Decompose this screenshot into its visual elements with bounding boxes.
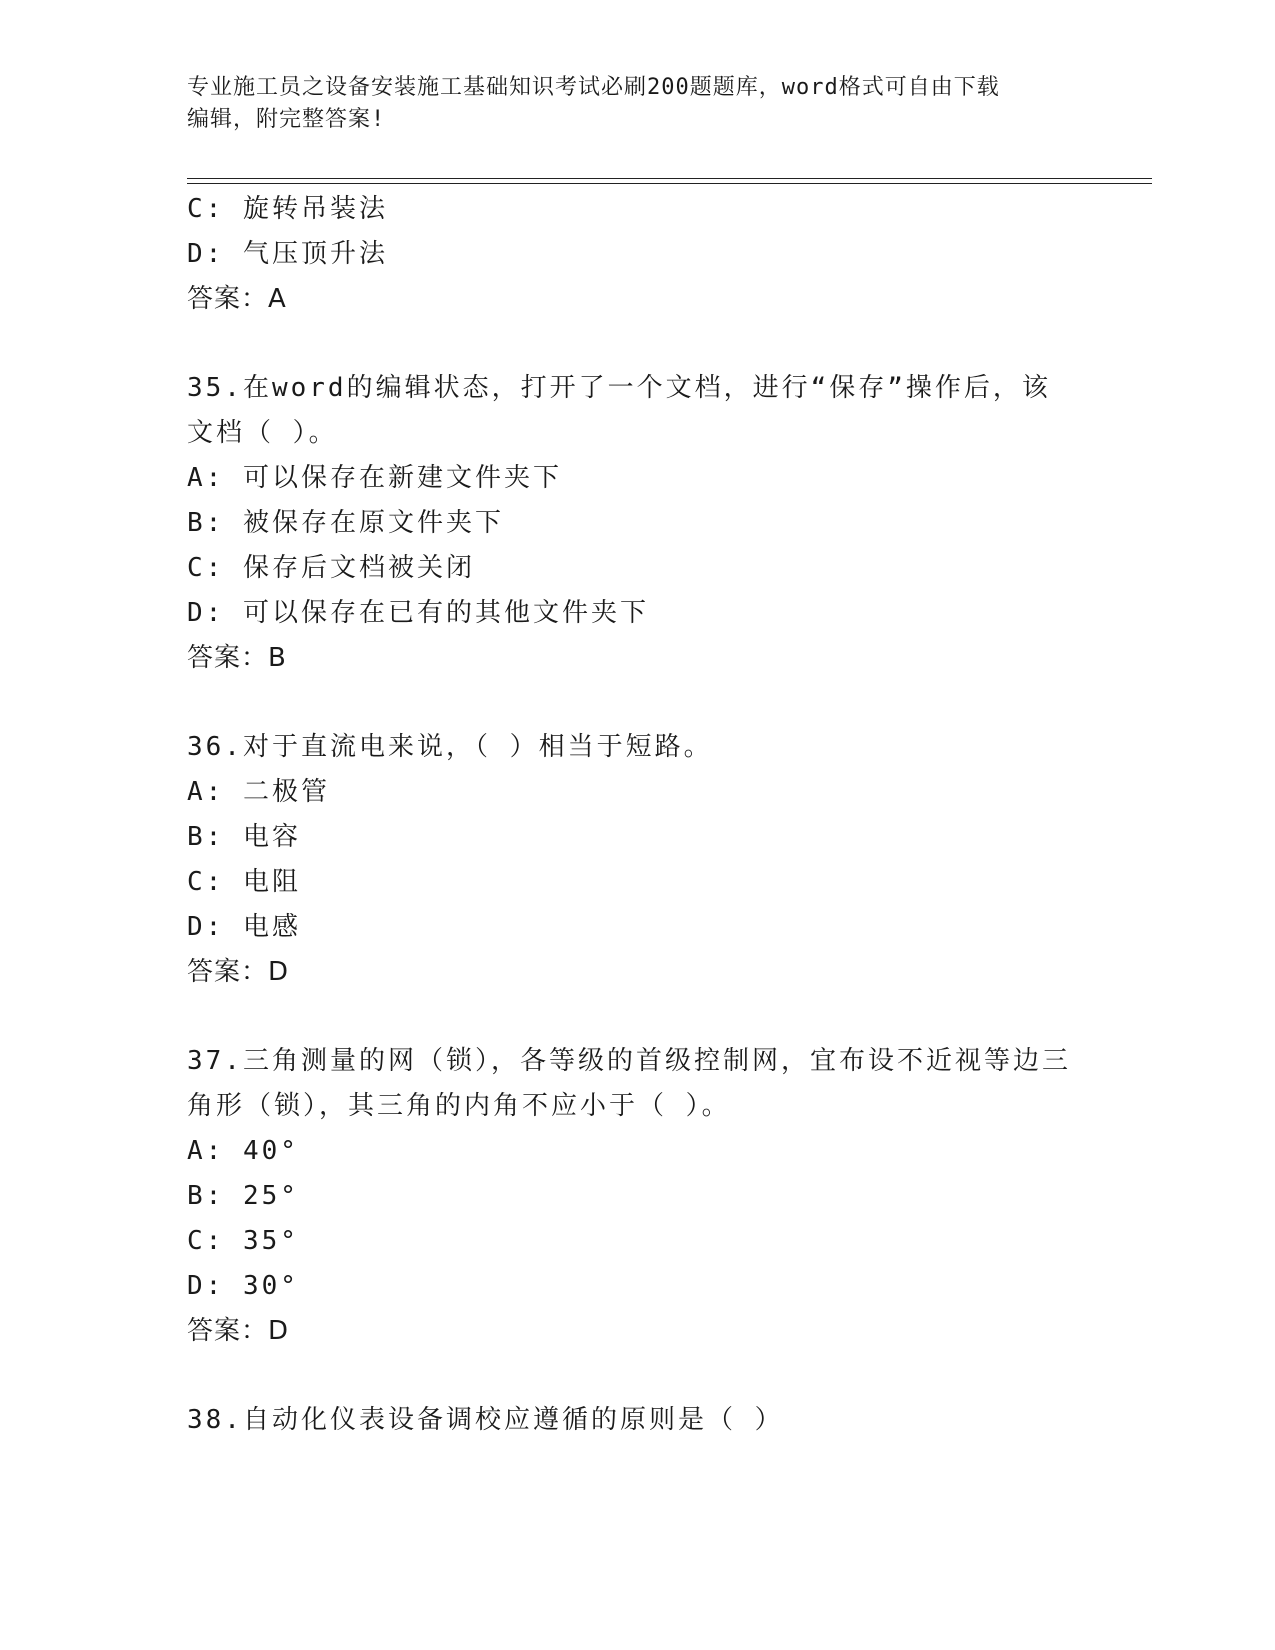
option-c: C: 旋转吊装法 xyxy=(187,194,388,224)
question-35-stem-line-2: 文档（ ）。 xyxy=(187,418,338,448)
question-37-option-b: B: 25° xyxy=(187,1181,299,1211)
question-36-stem-line-1: 36.对于直流电来说，（ ）相当于短路。 xyxy=(187,732,713,762)
question-38-stem-line-1: 38.自动化仪表设备调校应遵循的原则是（ ） xyxy=(187,1405,784,1435)
question-35-stem-line-1: 35.在word的编辑状态，打开了一个文档，进行“保存”操作后，该 xyxy=(187,373,1051,403)
question-37-option-a: A: 40° xyxy=(187,1136,299,1166)
option-d: D: 气压顶升法 xyxy=(187,239,388,269)
header-divider-bottom xyxy=(187,183,1152,184)
header-title-line-2: 编辑，附完整答案! xyxy=(187,107,386,132)
document-header xyxy=(187,72,1087,136)
question-35-answer: 答案：B xyxy=(187,643,287,673)
question-35-option-d: D: 可以保存在已有的其他文件夹下 xyxy=(187,598,649,628)
question-35-option-b: B: 被保存在原文件夹下 xyxy=(187,508,504,538)
question-37-option-d: D: 30° xyxy=(187,1271,299,1301)
question-37-option-c: C: 35° xyxy=(187,1226,299,1256)
question-35-option-c: C: 保存后文档被关闭 xyxy=(187,553,475,583)
question-37-answer: 答案：D xyxy=(187,1316,290,1346)
question-36-option-b: B: 电容 xyxy=(187,822,301,852)
question-37-stem-line-1: 37.三角测量的网（锁），各等级的首级控制网，宜布设不近视等边三 xyxy=(187,1046,1071,1076)
question-36-option-d: D: 电感 xyxy=(187,912,301,942)
question-36-option-c: C: 电阻 xyxy=(187,867,301,897)
question-35-option-a: A: 可以保存在新建文件夹下 xyxy=(187,463,562,493)
header-title-line-1: 专业施工员之设备安装施工基础知识考试必刷200题题库，word格式可自由下载 xyxy=(187,75,1000,100)
answer-label: 答案：A xyxy=(187,284,287,314)
question-36-option-a: A: 二极管 xyxy=(187,777,330,807)
header-divider-top xyxy=(187,178,1152,179)
question-36-answer: 答案：D xyxy=(187,957,290,987)
question-37-stem-line-2: 角形（锁），其三角的内角不应小于（ ）。 xyxy=(187,1091,731,1121)
